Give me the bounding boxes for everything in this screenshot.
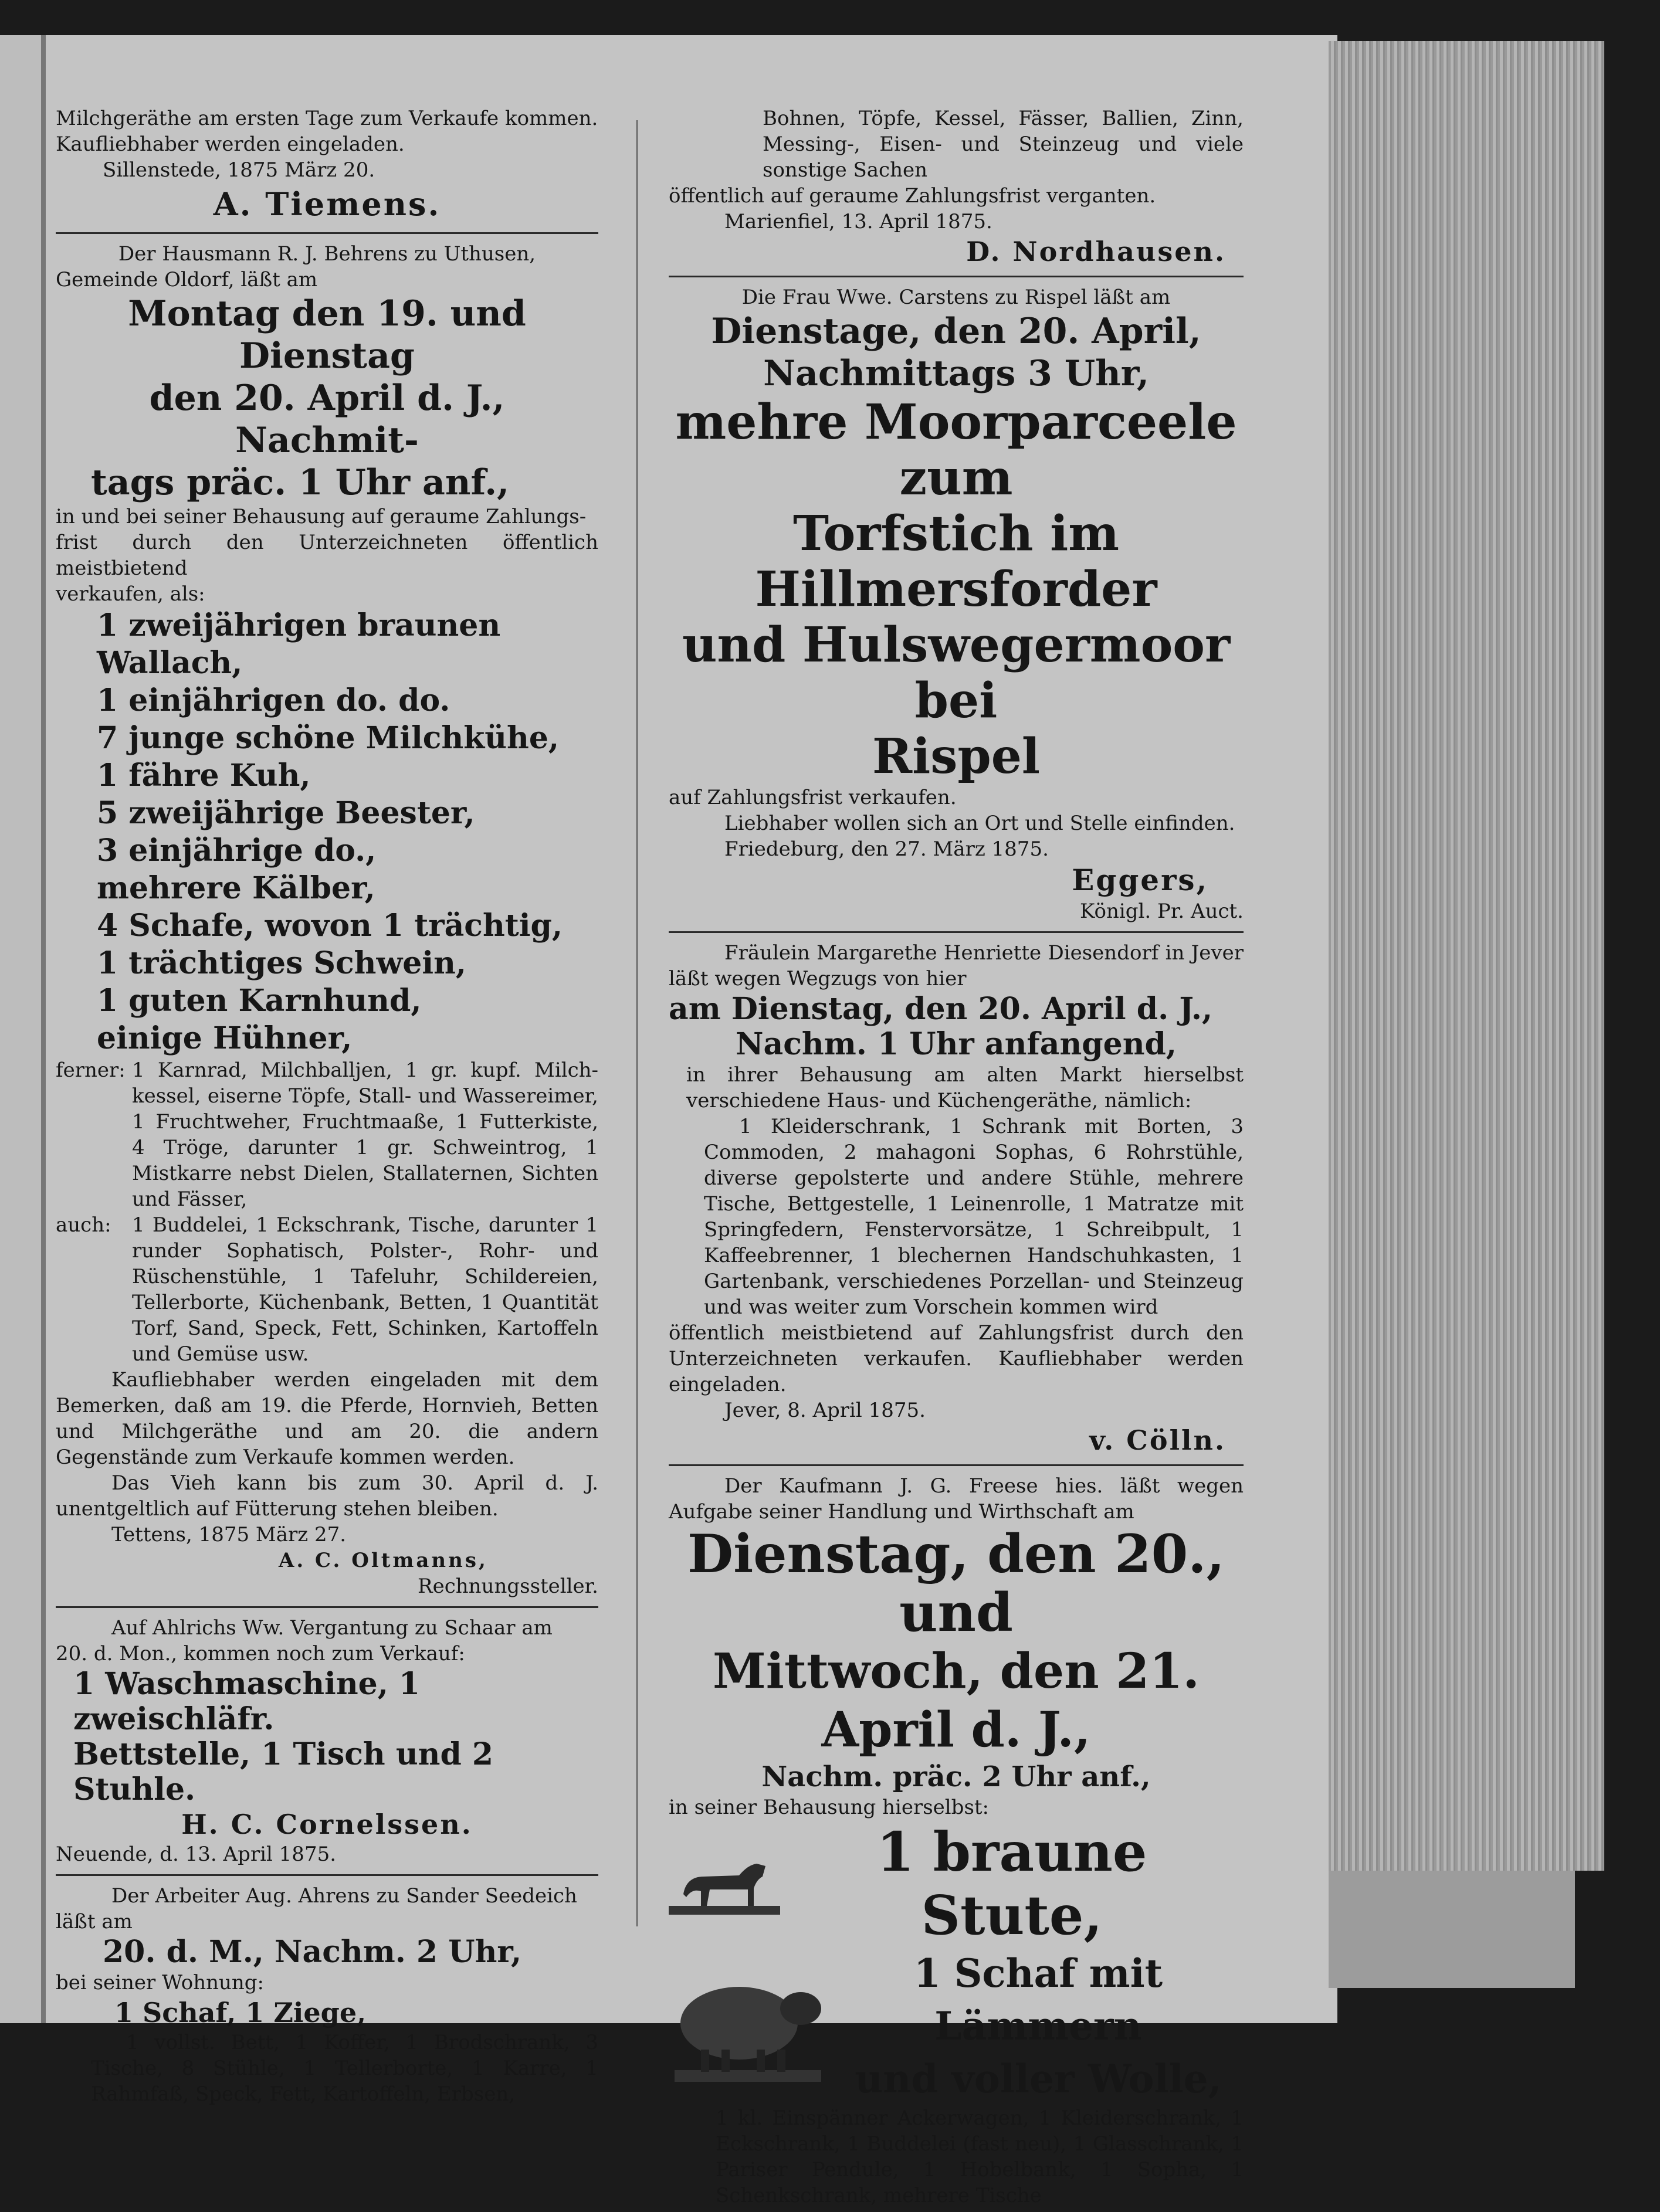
sale-item: 1 Schaf, 1 Ziege, <box>114 1997 367 2028</box>
ad-intro: 20. d. Mon., kommen noch zum Verkauf: <box>56 1642 465 1665</box>
place-date: Marienfiel, 13. April 1875. <box>724 210 992 233</box>
ad-headline: tags präc. 1 Uhr anf., <box>91 462 509 503</box>
sheep-headline-block <box>833 1947 1244 2105</box>
ad-carstens <box>669 284 1244 924</box>
ad-body: frist durch den Unterzeichneten öffentlich meistbietend <box>56 531 598 580</box>
ad-intro: Die Frau Wwe. Carstens zu Rispel läßt am <box>741 286 1171 309</box>
ad-headline: Nachmittags 3 Uhr, <box>763 353 1149 394</box>
item-list: Bohnen, Töpfe, Kessel, Fässer, Ballien, Zinn, Messing-, Eisen- und Steinzeug und viele sonstige Sachen <box>763 107 1244 182</box>
sale-item: einige Hühner, <box>97 1020 353 1056</box>
ad-intro: Der Hausmann R. J. Behrens zu Uthusen, <box>118 242 536 266</box>
text-line: Kaufliebhaber werden eingeladen. <box>56 133 405 156</box>
ad-big-headline: Rispel <box>872 728 1041 785</box>
ad-big-headline: Mittwoch, den 21. April d. J., <box>713 1643 1200 1758</box>
ad-body: in und bei seiner Behausung auf geraume Zahlungs- <box>56 505 587 528</box>
ad-headline: 1 Waschmaschine, 1 zweischläfr. <box>73 1666 421 1737</box>
ad-line: Liebhaber wollen sich an Ort und Stelle einfinden. <box>724 812 1235 835</box>
sale-item: 5 zweijährige Beester, <box>97 795 475 831</box>
facing-page-edge <box>0 35 41 2023</box>
text-line: Milchgeräthe am ersten Tage zum Verkaufe kommen. <box>56 107 598 130</box>
signer-title: Rechnungssteller. <box>418 1575 598 1598</box>
ad-headline: Nachm. 1 Uhr anfangend, <box>736 1026 1177 1062</box>
ad-headline: den 20. April d. J., Nachmit- <box>149 378 505 461</box>
ad-ahlrichs <box>56 1615 598 1867</box>
column-divider <box>636 120 638 1926</box>
sale-item: 1 guten Karnhund, <box>97 983 422 1019</box>
ad-big-headline: mehre Moorparceele zum <box>675 394 1237 506</box>
sale-item: 1 zweijährigen braunen Wallach, <box>97 608 501 681</box>
ferner-label: ferner: <box>56 1058 126 1082</box>
sheep-woodcut-icon <box>669 1967 827 2085</box>
sale-item: 4 Schafe, wovon 1 trächtig, <box>97 908 563 944</box>
horse-row <box>669 1820 1244 1947</box>
signature: v. Cölln. <box>1089 1424 1226 1456</box>
ad-line: öffentlich auf geraume Zahlungsfrist verganten. <box>669 184 1156 208</box>
item-list: 1 Kleiderschrank, 1 Schrank mit Borten, 3 Commoden, 2 mahagoni Sophas, 6 Rohrstühle, diverse gepolsterte und andere Stühle, mehrere Tische, Bettgestelle, 1 Leinenrolle, 1 Matratze mit Springfedern, Fenstervorsätze, 1 Schreibpult, 1 Kaffeebrenner, 1 blechernen Handschuhkasten, 1 Gartenbank, verschiedenes Porzellan- und Steinzeug und was weiter zum Vorschein kommen wird <box>704 1115 1244 1319</box>
ad-headline: am Dienstag, den 20. April d. J., <box>669 991 1213 1027</box>
ad-freese <box>669 1473 1244 2208</box>
signature: A. Tiemens. <box>213 185 441 223</box>
ad-tiemens-tail <box>56 106 598 225</box>
ad-intro: Auf Ahlrichs Ww. Vergantung zu Schaar am <box>111 1616 553 1640</box>
ad-separator <box>56 1606 598 1608</box>
ad-closing: Kaufliebhaber werden eingeladen mit dem Bemerken, daß am 19. die Pferde, Hornvieh, Betten und Milchgeräthe und am 20. die andern Gegenstände zum Verkaufe kommen werden. <box>56 1368 598 1469</box>
ad-behrens <box>56 241 598 1599</box>
book-page-edges <box>1329 41 1604 1871</box>
ad-separator <box>56 1874 598 1876</box>
ad-intro: Fräulein Margarethe Henriette Diesendorf in Jever läßt wegen Wegzugs von hier <box>669 941 1244 990</box>
ad-body: in ihrer Behausung am alten Markt hierselbst verschiedene Haus- und Küchengeräthe, nämlich: <box>686 1063 1244 1112</box>
left-column <box>56 106 598 2111</box>
ad-time: Nachm. präc. 2 Uhr anf., <box>761 1760 1151 1793</box>
place-date: Neuende, d. 13. April 1875. <box>56 1843 337 1866</box>
page-gutter <box>41 35 46 2023</box>
ad-line: bei seiner Wohnung: <box>56 1971 265 1994</box>
auch-block <box>56 1212 598 1367</box>
ad-separator <box>669 931 1244 933</box>
ad-ahrens <box>56 1883 598 2107</box>
ad-big-headline: und Hulswegermoor bei <box>682 617 1231 729</box>
ad-separator <box>669 276 1244 277</box>
ad-line: in seiner Behausung hierselbst: <box>669 1796 990 1819</box>
ad-intro: Der Arbeiter Aug. Ahrens zu Sander Seedeich <box>111 1884 577 1908</box>
ad-headline: 20. d. M., Nachm. 2 Uhr, <box>103 1934 522 1970</box>
ad-body: verkaufen, als: <box>56 582 205 606</box>
auch-text: 1 Buddelei, 1 Eckschrank, Tische, darunter 1 runder Sophatisch, Polster-, Rohr- und Rüschenstühle, 1 Tafeluhr, Schildereien, Tellerborte, Küchenbank, Betten, 1 Quantität Torf, Sand, Speck, Fett, Schinken, Kartoffeln und Gemüse usw. <box>132 1213 598 1366</box>
ad-headline: Bettstelle, 1 Tisch und 2 Stuhle. <box>73 1736 494 1807</box>
signature: D. Nordhausen. <box>966 236 1226 267</box>
ad-nordhausen-tail <box>669 106 1244 269</box>
signature: H. C. Cornelssen. <box>181 1809 473 1840</box>
ad-big-headline: Dienstag, den 20., und <box>687 1523 1225 1644</box>
sheep-row <box>669 1947 1244 2105</box>
place-date: Tettens, 1875 März 27. <box>111 1523 347 1546</box>
sale-item: 1 einjährigen do. do. <box>97 683 450 718</box>
sheep-headline: 1 Schaf mit Lämmern <box>913 1950 1163 2049</box>
signer-title: Königl. Pr. Auct. <box>1080 900 1244 923</box>
sale-item: 1 trächtiges Schwein, <box>97 945 466 981</box>
item-list: 1 kl. Einspänner Ackerwagen, 1 Kleiderschrank, 1 Eckschrank, 1 Buddelei (fast neu), 1 Glasschrank, 1 Pariser Pendule, 1 Hobelbank, 1 Sopha, 1 Schenkschrank, mehrere Tische <box>716 2106 1244 2207</box>
place-date: Jever, 8. April 1875. <box>724 1399 926 1422</box>
place-date: Sillenstede, 1875 März 20. <box>103 158 375 182</box>
signature: Eggers, <box>1072 863 1208 897</box>
right-column <box>669 106 1244 2212</box>
sale-item: 7 junge schöne Milchkühe, <box>97 720 560 756</box>
ad-intro: Gemeinde Oldorf, läßt am <box>56 268 318 291</box>
sale-item: mehrere Kälber, <box>97 870 375 906</box>
ferner-block <box>56 1057 598 1212</box>
auch-label: auch: <box>56 1213 111 1237</box>
ad-separator <box>56 232 598 234</box>
ad-closing: öffentlich meistbietend auf Zahlungsfrist durch den Unterzeichneten verkaufen. Kaufliebhaber werden eingeladen. <box>669 1321 1244 1396</box>
place-date: Friedeburg, den 27. März 1875. <box>724 837 1049 861</box>
ad-body: 1 vollst. Bett, 1 Koffer, 1 Brodschrank, 3 Tische, 8 Stühle, 1 Tellerborte, 1 Karre, 1 Rahmfaß, Speck, Fett, Kartoffeln, Erbsen, <box>91 2031 598 2106</box>
ad-intro: Der Kaufmann J. G. Freese hies. läßt wegen Aufgabe seiner Handlung und Wirthschaft am <box>669 1474 1244 1524</box>
sheep-headline: und voller Wolle, <box>855 2056 1222 2102</box>
ad-closing: Das Vieh kann bis zum 30. April d. J. unentgeltlich auf Fütterung stehen bleiben. <box>56 1471 598 1521</box>
horse-headline: 1 braune Stute, <box>876 1820 1147 1947</box>
ad-diesendorf <box>669 940 1244 1457</box>
ad-headline: Montag den 19. und Dienstag <box>128 293 526 376</box>
sale-item: 3 einjährige do., <box>97 833 377 868</box>
signature: A. C. Oltmanns, <box>279 1549 488 1572</box>
ferner-text: 1 Karnrad, Milchballjen, 1 gr. kupf. Milch-kessel, eiserne Töpfe, Stall- und Wassereimer, 1 Fruchtweher, Fruchtmaaße, 1 Futterkiste, 4 Tröge, darunter 1 gr. Schweintrog, 1 Mistkarre nebst Dielen, Stallaternen, Sichten und Fässer, <box>132 1058 598 1211</box>
book-page-edges-bottom <box>1329 1871 1575 1988</box>
ad-big-headline: Torfstich im Hillmersforder <box>755 505 1157 618</box>
ad-headline: Dienstage, den 20. April, <box>711 311 1201 352</box>
ad-intro: läßt am <box>56 1910 133 1933</box>
ad-separator <box>669 1464 1244 1466</box>
sale-item: 1 fähre Kuh, <box>97 758 311 793</box>
ad-line: auf Zahlungsfrist verkaufen. <box>669 786 957 809</box>
horse-woodcut-icon <box>669 1853 780 1915</box>
